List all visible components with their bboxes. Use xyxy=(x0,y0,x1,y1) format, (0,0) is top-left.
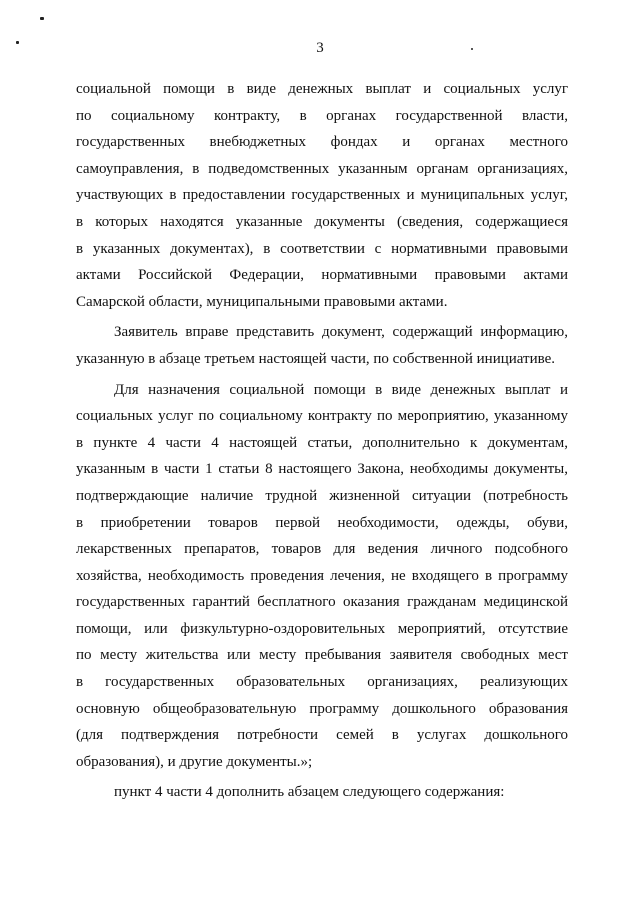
scan-mark xyxy=(40,17,44,20)
text-line: хозяйства, необходимость проведения лечения, не входящего в программу xyxy=(76,567,568,584)
text-line: в указанных документах), в соответствии с нормативными правовыми xyxy=(76,240,568,257)
text-line: основную общеобразовательную программу дошкольного образования xyxy=(76,700,568,717)
text-line: самоуправления, в подведомственных указанным органам организациях, xyxy=(76,160,568,177)
text-line: подтверждающие наличие трудной жизненной ситуации (потребность xyxy=(76,487,568,504)
text-line: образования), и другие документы.»; xyxy=(76,753,313,770)
text-line: (для подтверждения потребности семей в услугах дошкольного xyxy=(76,727,568,744)
document-body xyxy=(76,76,568,806)
text-line: государственных гарантий бесплатного оказания гражданам медицинской xyxy=(76,594,568,611)
text-line: в пункте 4 части 4 настоящей статьи, дополнительно к документам, xyxy=(76,434,568,451)
text-line: лекарственных препаратов, товаров для ведения личного подсобного xyxy=(76,541,568,558)
text-line: актами Российской Федерации, нормативными правовыми актами xyxy=(76,267,568,284)
text-line: государственных внебюджетных фондах и органах местного xyxy=(76,134,568,151)
text-line: по социальному контракту, в органах государственной власти, xyxy=(76,107,568,124)
paragraph-applicant-right xyxy=(76,319,568,372)
text-line: в государственных образовательных организациях, реализующих xyxy=(76,674,568,691)
text-line: социальных услуг по социальному контракту по мероприятию, указанному xyxy=(76,408,568,425)
text-line: социальной помощи в виде денежных выплат и социальных услуг xyxy=(76,81,568,97)
text-line: Для назначения социальной помощи в виде денежных выплат и xyxy=(114,381,568,398)
text-line: помощи, или физкультурно-оздоровительных мероприятий, отсутствие xyxy=(76,620,568,637)
text-line: указанным в части 1 статьи 8 настоящего Закона, необходимы документы, xyxy=(76,461,568,478)
paragraph-amendment xyxy=(76,779,568,806)
text-line: указанную в абзаце третьем настоящей части, по собственной инициативе. xyxy=(76,350,556,367)
text-line: в которых находятся указанные документы (сведения, содержащиеся xyxy=(76,213,568,230)
text-line: пункт 4 части 4 дополнить абзацем следующего содержания: xyxy=(114,784,505,801)
text-line: Самарской области, муниципальными правовыми актами. xyxy=(76,293,448,310)
text-line: участвующих в предоставлении государственных и муниципальных услуг, xyxy=(76,187,568,204)
page-number: 3 xyxy=(316,40,324,56)
paragraph-continuation xyxy=(76,76,568,315)
text-line: в приобретении товаров первой необходимости, одежды, обуви, xyxy=(76,514,568,531)
text-line: по месту жительства или месту пребывания заявителя свободных мест xyxy=(76,647,568,664)
text-line: Заявитель вправе представить документ, содержащий информацию, xyxy=(114,324,568,341)
paragraph-required-documents xyxy=(76,377,568,776)
